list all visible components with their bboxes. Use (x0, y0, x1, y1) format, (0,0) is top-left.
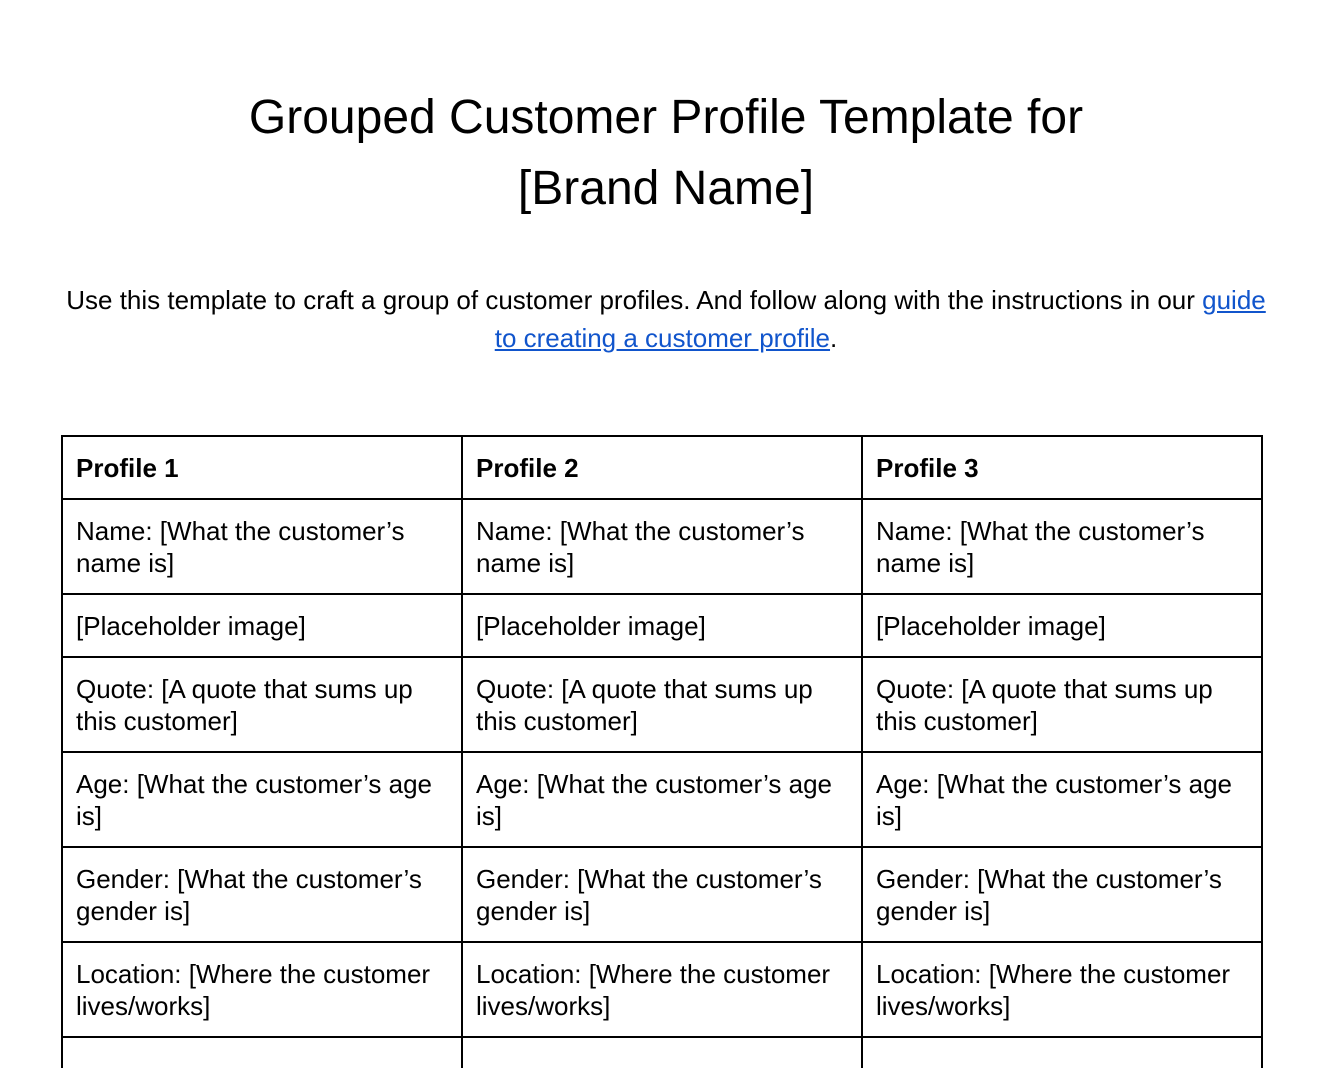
table-row-age (62, 752, 1262, 847)
table-row-location (62, 942, 1262, 1037)
table-header-row (62, 436, 1262, 499)
header-profile-1: Profile 1 (62, 436, 462, 499)
table-row-name (62, 499, 1262, 594)
table-cell: Location: [Where the customer lives/works] (62, 942, 462, 1037)
table-cell (62, 1037, 462, 1068)
table-cell: Quote: [A quote that sums up this customer] (462, 657, 862, 752)
table-cell: Age: [What the customer’s age is] (62, 752, 462, 847)
table-cell: Gender: [What the customer’s gender is] (862, 847, 1262, 942)
table-cell: [Placeholder image] (62, 594, 462, 657)
intro-paragraph (60, 281, 1272, 357)
guide-link[interactable]: guide to creating a customer profile (494, 285, 1266, 353)
intro-text: Use this template to craft a group of customer profiles. And follow along with the instructions in our (66, 285, 1203, 315)
header-profile-2: Profile 2 (462, 436, 862, 499)
table-cell (462, 1037, 862, 1068)
table-cell: Age: [What the customer’s age is] (462, 752, 862, 847)
table-row-quote (62, 657, 1262, 752)
intro-period: . (830, 323, 838, 353)
table-row-partial (62, 1037, 1262, 1068)
profile-table (61, 435, 1263, 1068)
table-cell: Quote: [A quote that sums up this customer] (862, 657, 1262, 752)
page-title-line-2: [Brand Name] (517, 162, 815, 215)
header-profile-3: Profile 3 (862, 436, 1262, 499)
table-cell: [Placeholder image] (862, 594, 1262, 657)
table-cell: Gender: [What the customer’s gender is] (462, 847, 862, 942)
page-title-line-1: Grouped Customer Profile Template for (248, 91, 1084, 144)
table-cell: Age: [What the customer’s age is] (862, 752, 1262, 847)
table-cell: Name: [What the customer’s name is] (862, 499, 1262, 594)
table-cell: Gender: [What the customer’s gender is] (62, 847, 462, 942)
table-row-gender (62, 847, 1262, 942)
table-cell: [Placeholder image] (462, 594, 862, 657)
table-cell: Name: [What the customer’s name is] (462, 499, 862, 594)
table-cell: Quote: [A quote that sums up this customer] (62, 657, 462, 752)
table-row-image (62, 594, 1262, 657)
page-title (0, 82, 1332, 224)
table-cell: Name: [What the customer’s name is] (62, 499, 462, 594)
table-cell: Location: [Where the customer lives/works] (462, 942, 862, 1037)
table-cell: Location: [Where the customer lives/works] (862, 942, 1262, 1037)
table-cell (862, 1037, 1262, 1068)
